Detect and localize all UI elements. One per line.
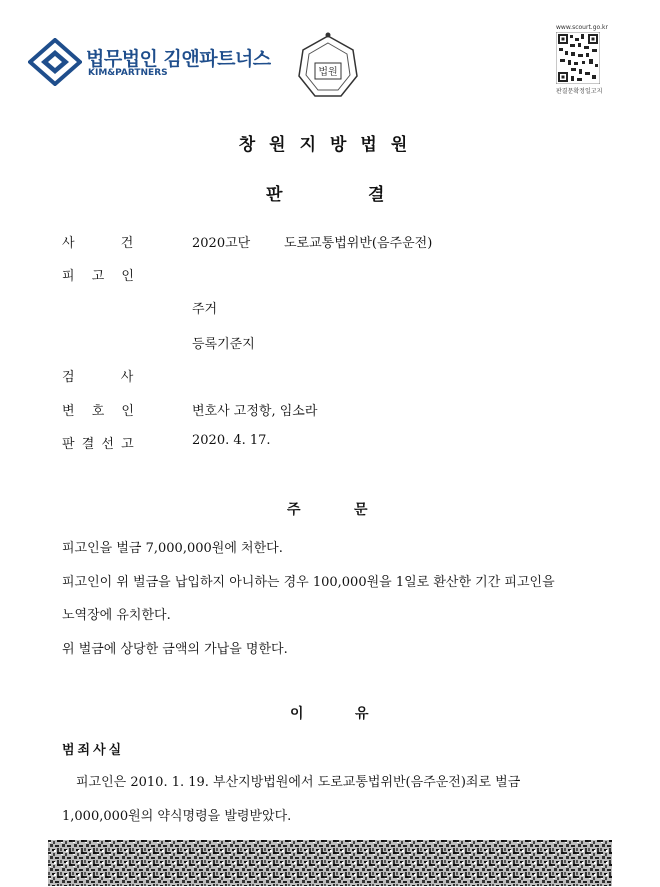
crime-facts-heading: 범죄사실 xyxy=(62,743,125,758)
counsel-names: 변호사 고정항, 임소라 xyxy=(192,404,318,419)
firm-name-ko: 법무법인 김앤파트너스 xyxy=(86,48,271,70)
sentence-title-char-2: 문 xyxy=(354,502,368,518)
doc-type-char-2: 결 xyxy=(368,185,385,205)
reasons-title-char-1: 이 xyxy=(290,706,304,722)
label-counsel: 변 호 인 xyxy=(62,404,134,419)
qr-url: www.scourt.go.kr xyxy=(556,24,608,31)
sentence-line: 위 벌금에 상당한 금액의 가납을 명한다. xyxy=(62,642,288,657)
redacted-scan-region xyxy=(48,840,612,886)
defendant-address: 주거 xyxy=(192,302,218,317)
court-seal xyxy=(295,30,361,104)
reasons-line: 1,000,000원의 약식명령을 발령받았다. xyxy=(62,809,292,824)
case-title: 도로교통법위반(음주운전) xyxy=(284,236,433,251)
label-prosecutor: 검 사 xyxy=(62,370,134,385)
sentence-line: 피고인을 벌금 7,000,000원에 처한다. xyxy=(62,541,283,556)
sentence-line: 노역장에 유치한다. xyxy=(62,608,171,623)
firm-logo-icon xyxy=(28,38,82,86)
label-defendant: 피 고 인 xyxy=(62,269,134,284)
doc-type-char-1: 판 xyxy=(266,185,283,205)
defendant-registry: 등록기준지 xyxy=(192,337,255,352)
label-verdict-date: 판 결 선 고 xyxy=(62,437,134,452)
qr-caption: 판결문확정일고지 xyxy=(556,88,603,95)
label-case: 사 건 xyxy=(62,236,134,251)
qr-code-icon xyxy=(556,32,600,84)
verdict-date: 2020. 4. 17. xyxy=(192,433,271,448)
seal-text: 법원 xyxy=(318,67,338,78)
sentence-title-char-1: 주 xyxy=(287,502,301,518)
reasons-title-char-2: 유 xyxy=(355,706,369,722)
reasons-line: 피고인은 2010. 1. 19. 부산지방법원에서 도로교통법위반(음주운전)죄로 벌금 xyxy=(76,775,521,790)
case-number: 2020고단 xyxy=(192,236,251,251)
court-name: 창원지방법원 xyxy=(238,135,422,155)
firm-name-en: KIM&PARTNERS xyxy=(88,68,168,78)
sentence-line: 피고인이 위 벌금을 납입하지 아니하는 경우 100,000원을 1일로 환산한 기간 피고인을 xyxy=(62,575,555,590)
